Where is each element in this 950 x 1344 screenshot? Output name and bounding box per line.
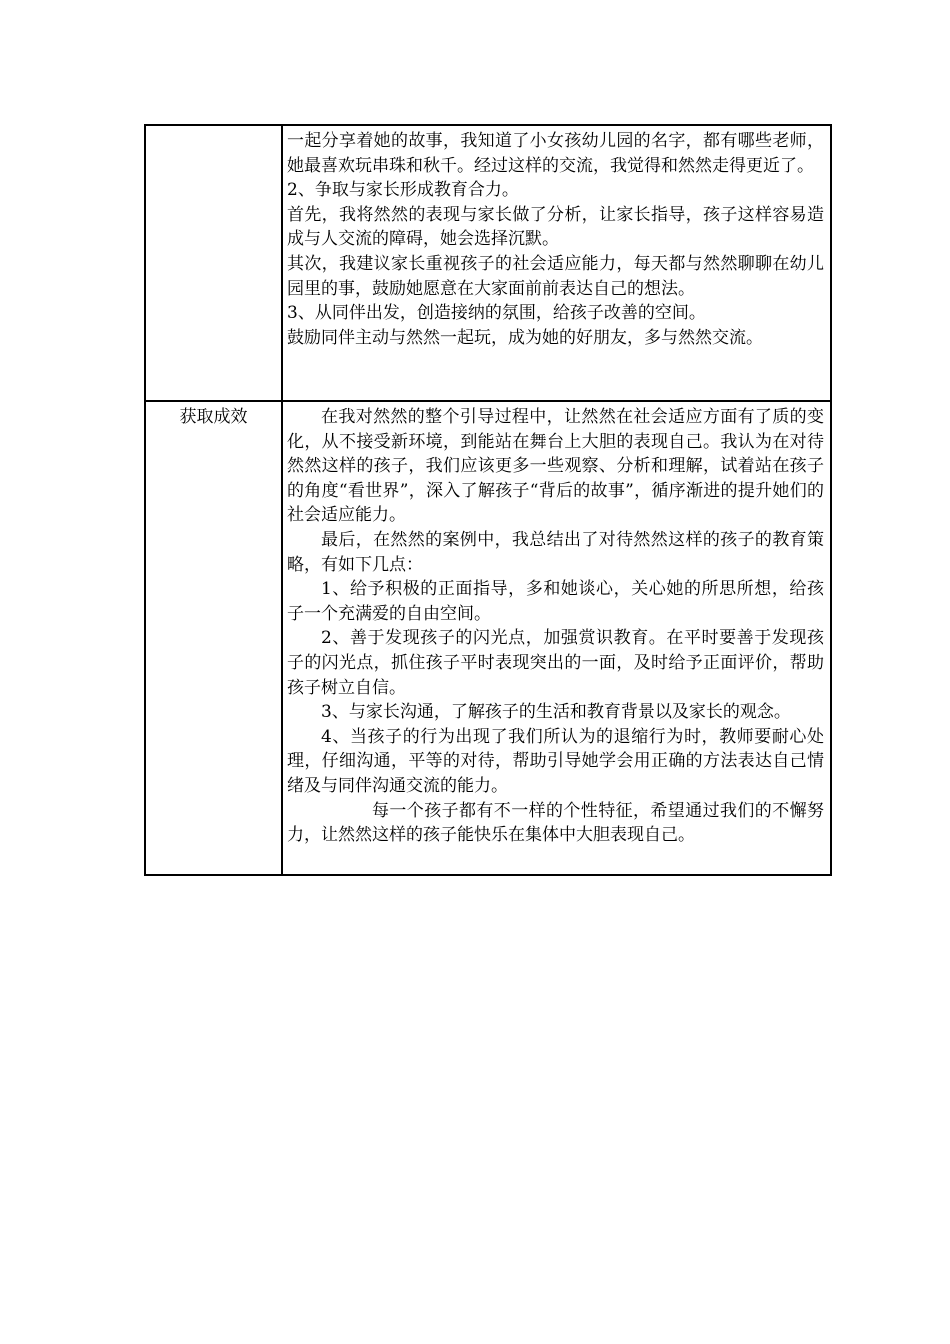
paragraph: 2、善于发现孩子的闪光点，加强赏识教育。在平时要善于发现孩子的闪光点，抓住孩子平时表现突出的一面，及时给予正面评价，帮助孩子树立自信。 bbox=[287, 628, 824, 698]
table-row bbox=[145, 401, 831, 875]
paragraph: 鼓励同伴主动与然然一起玩，成为她的好朋友，多与然然交流。 bbox=[287, 327, 763, 348]
paragraph: 一起分享着她的故事，我知道了小女孩幼儿园的名字，都有哪些老师，她最喜欢玩串珠和秋千。经过这样的交流，我觉得和然然走得更近了。 bbox=[287, 131, 824, 176]
row-content bbox=[282, 401, 831, 875]
paragraph: 最后，在然然的案例中，我总结出了对待然然这样的孩子的教育策略，有如下几点： bbox=[287, 529, 824, 575]
paragraph: 3、从同伴出发，创造接纳的氛围，给孩子改善的空间。 bbox=[287, 303, 706, 324]
row-label-results: 获取成效 bbox=[145, 401, 282, 875]
paragraph: 每一个孩子都有不一样的个性特征，希望通过我们的不懈努力，让然然这样的孩子能快乐在集体中大胆表现自己。 bbox=[287, 800, 824, 846]
paragraph: 首先，我将然然的表现与家长做了分析，让家长指导，孩子这样容易造成与人交流的障碍，她会选择沉默。 bbox=[287, 204, 824, 250]
paragraph: 2、争取与家长形成教育合力。 bbox=[287, 180, 519, 201]
paragraph: 其次，我建议家长重视孩子的社会适应能力，每天都与然然聊聊在幼儿园里的事，鼓励她愿意在大家面前前表达自己的想法。 bbox=[287, 253, 824, 299]
paragraph: 4、当孩子的行为出现了我们所认为的退缩行为时，教师要耐心处理，仔细沟通，平等的对待，帮助引导她学会用正确的方法表达自己情绪及与同伴沟通交流的能力。 bbox=[287, 726, 824, 796]
table-row bbox=[145, 125, 831, 401]
case-table bbox=[144, 124, 832, 876]
paragraph: 在我对然然的整个引导过程中，让然然在社会适应方面有了质的变化，从不接受新环境，到能站在舞台上大胆的表现自己。我认为在对待然然这样的孩子，我们应该更多一些观察、分析和理解，试着站在孩子的角度“看世界”，深入了解孩子“背后的故事”，循序渐进的提升她们的社会适应能力。 bbox=[287, 407, 824, 526]
row-content bbox=[282, 125, 831, 401]
row-label-empty bbox=[145, 125, 282, 401]
paragraph: 3、与家长沟通，了解孩子的生活和教育背景以及家长的观念。 bbox=[321, 702, 791, 723]
paragraph: 1、给予积极的正面指导，多和她谈心，关心她的所思所想，给孩子一个充满爱的自由空间。 bbox=[287, 579, 824, 624]
